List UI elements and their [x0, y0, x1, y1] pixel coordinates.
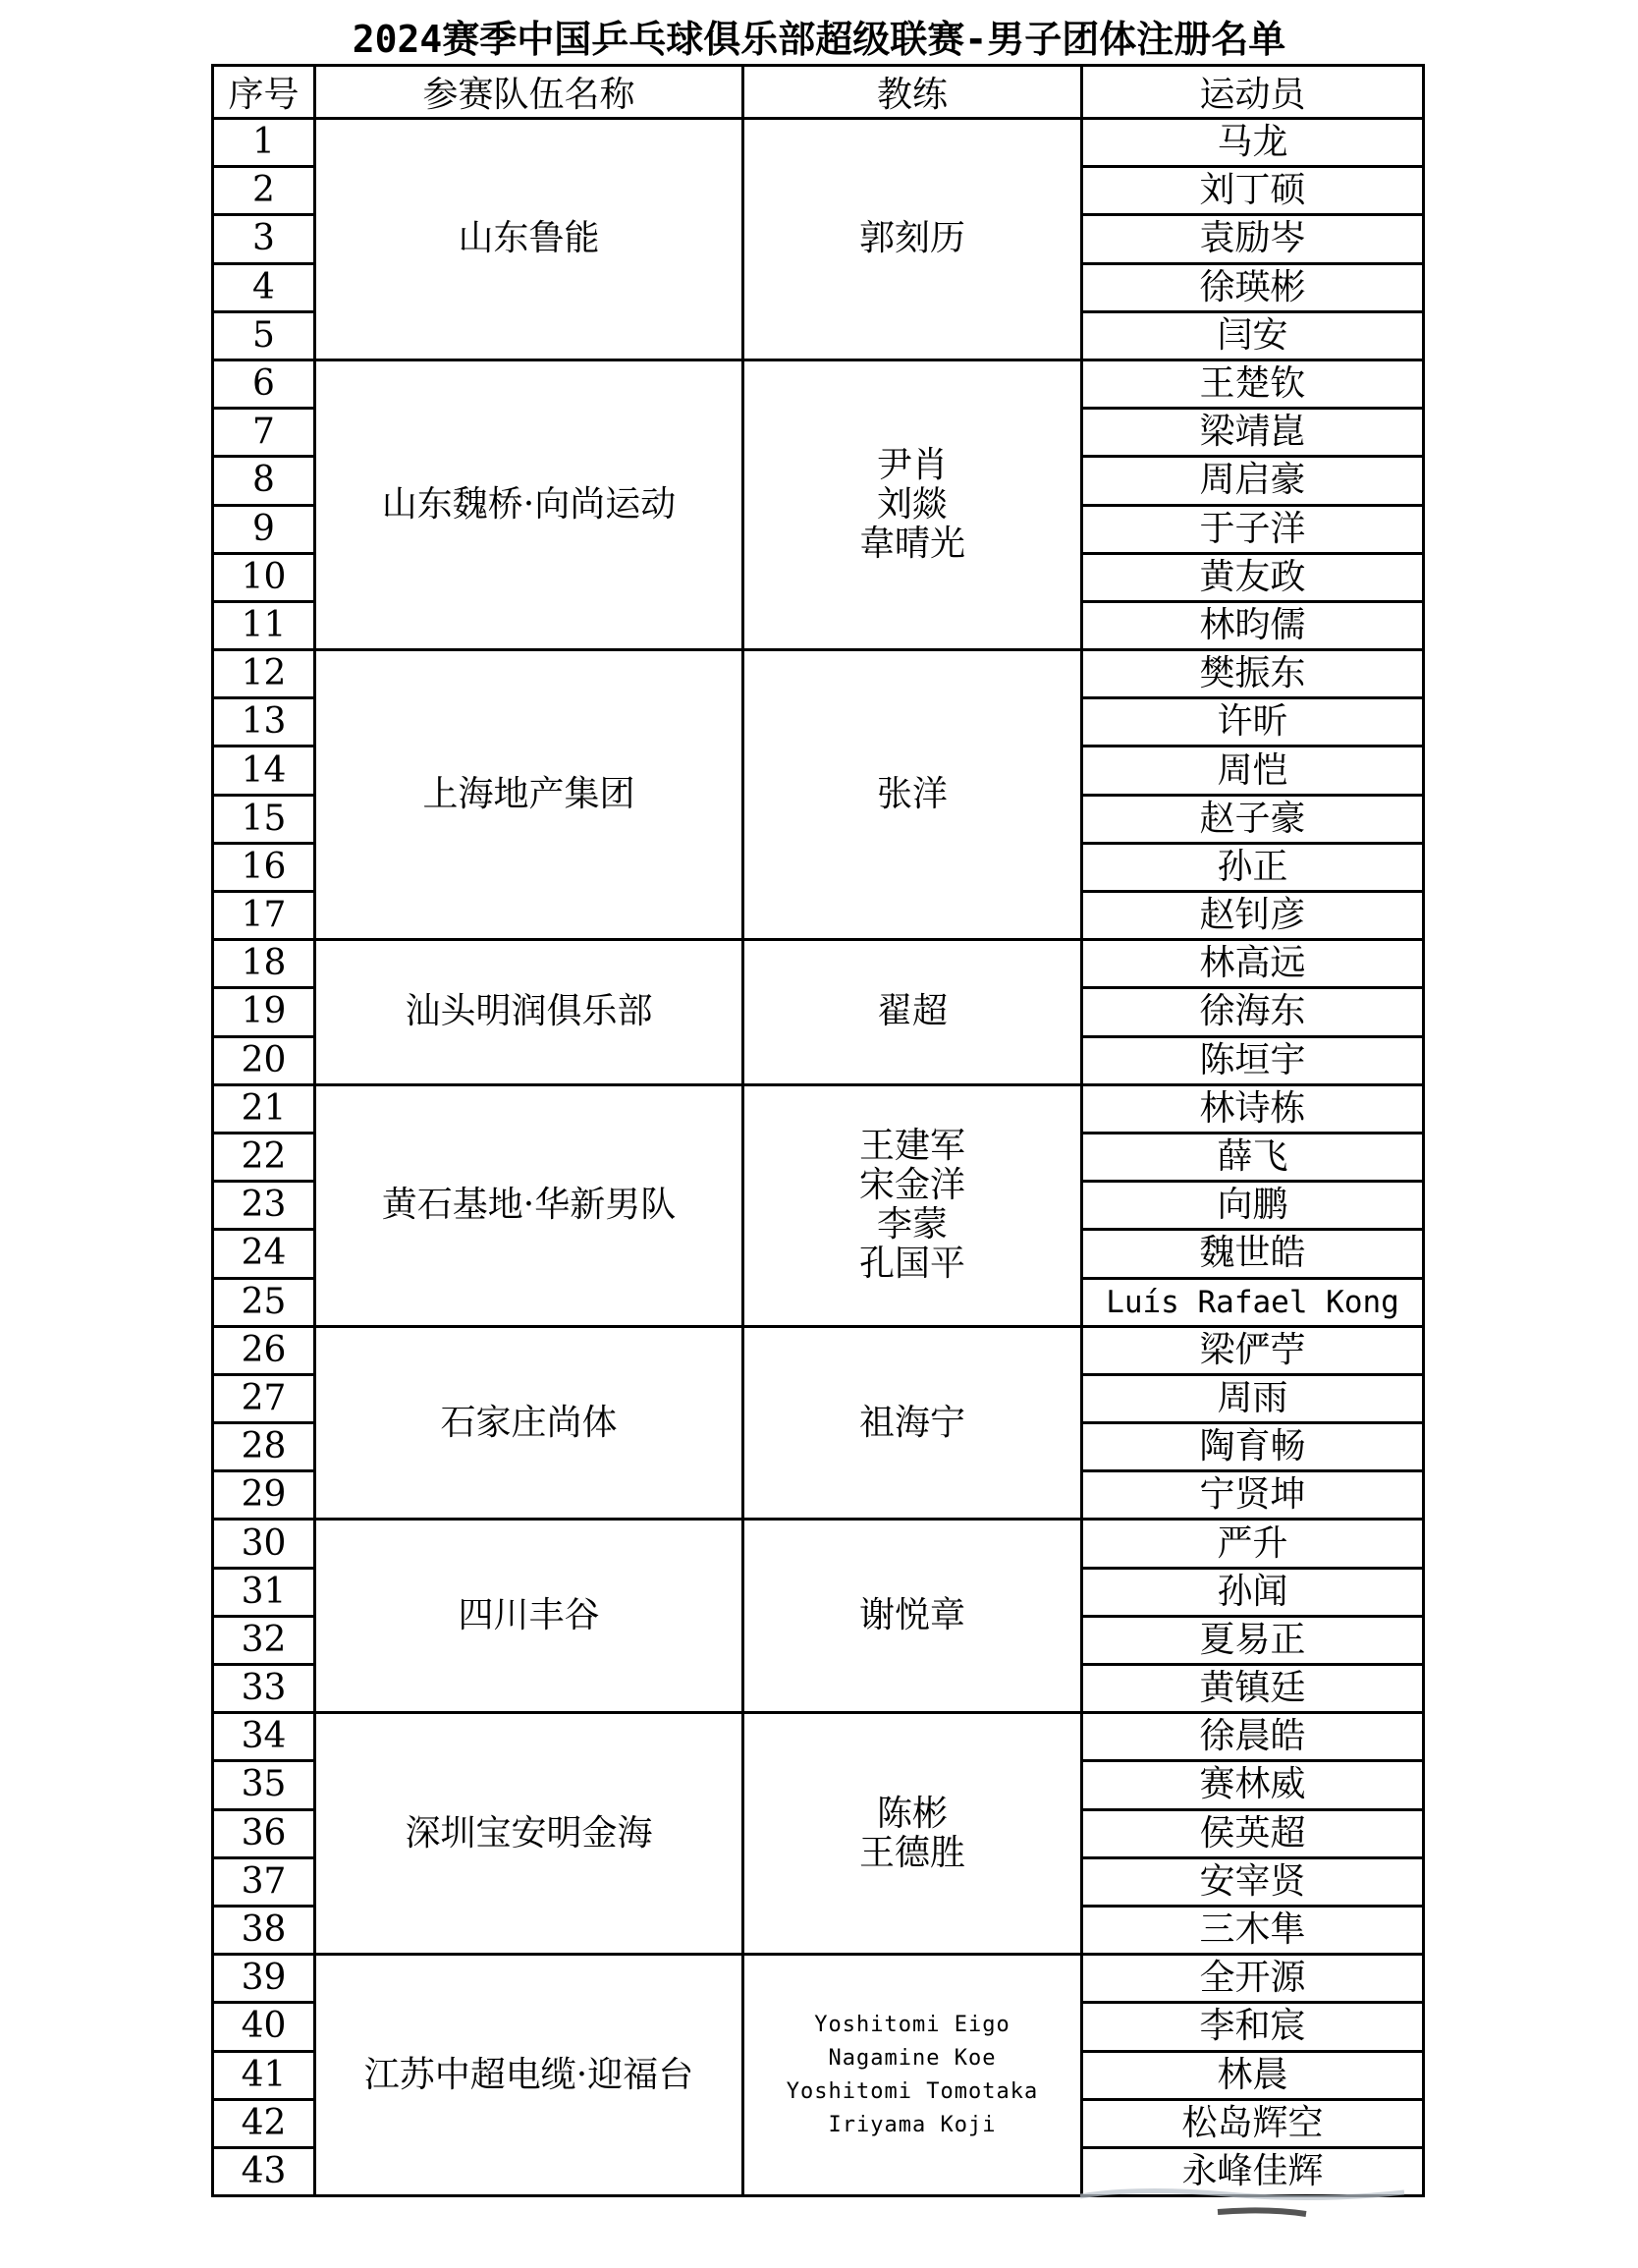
player-name: 于子洋: [1082, 505, 1424, 553]
row-number: 12: [213, 650, 315, 698]
player-name: 闫安: [1082, 311, 1424, 360]
row-number: 41: [213, 2051, 315, 2099]
row-number: 2: [213, 167, 315, 215]
header-no: 序号: [213, 66, 315, 119]
team-coaches: [743, 1955, 1082, 2196]
row-number: 8: [213, 457, 315, 505]
header-coach: 教练: [743, 66, 1082, 119]
player-name: 向鹏: [1082, 1182, 1424, 1230]
table-row: [213, 360, 1424, 408]
player-name: 赵子豪: [1082, 795, 1424, 843]
coach-name: 尹肖: [876, 445, 948, 485]
row-number: 29: [213, 1471, 315, 1520]
coach-name: Yoshitomi Eigo: [814, 2012, 1010, 2037]
table-row: [213, 1713, 1424, 1761]
coach-name: 张洋: [876, 774, 948, 815]
coach-name: 祖海宁: [858, 1402, 965, 1443]
player-name: 徐瑛彬: [1082, 263, 1424, 311]
coach-name: 王德胜: [858, 1832, 965, 1873]
player-name: 徐晨皓: [1082, 1713, 1424, 1761]
player-name: 松岛辉空: [1082, 2099, 1424, 2147]
player-name: 袁励岑: [1082, 215, 1424, 263]
player-name: 赵钊彦: [1082, 892, 1424, 940]
row-number: 27: [213, 1374, 315, 1422]
row-number: 26: [213, 1326, 315, 1374]
team-coaches: [743, 1084, 1082, 1326]
row-number: 14: [213, 747, 315, 795]
row-number: 16: [213, 843, 315, 891]
team-name: 石家庄尚体: [315, 1326, 743, 1520]
player-name: 刘丁硕: [1082, 167, 1424, 215]
row-number: 28: [213, 1423, 315, 1471]
coach-name: Yoshitomi Tomotaka: [786, 2078, 1039, 2104]
row-number: 10: [213, 553, 315, 601]
player-name: 梁俨苧: [1082, 1326, 1424, 1374]
player-name: 三木隼: [1082, 1906, 1424, 1954]
player-name: 樊振东: [1082, 650, 1424, 698]
team-name: 山东鲁能: [315, 119, 743, 360]
player-name: 侯英超: [1082, 1809, 1424, 1857]
team-coaches: [743, 1713, 1082, 1955]
registration-table: [211, 64, 1425, 2197]
row-number: 7: [213, 409, 315, 457]
table-row: [213, 1084, 1424, 1133]
player-name: 黄友政: [1082, 553, 1424, 601]
player-name: 全开源: [1082, 1955, 1424, 2003]
player-name: 魏世皓: [1082, 1230, 1424, 1278]
row-number: 21: [213, 1084, 315, 1133]
player-name: 周启豪: [1082, 457, 1424, 505]
row-number: 13: [213, 698, 315, 747]
row-number: 18: [213, 940, 315, 988]
player-name: 安宰贤: [1082, 1857, 1424, 1906]
coach-name: 翟超: [876, 991, 948, 1032]
row-number: 40: [213, 2003, 315, 2051]
team-name: 山东魏桥·向尚运动: [315, 360, 743, 649]
coach-name: 陈彬: [876, 1793, 948, 1834]
row-number: 38: [213, 1906, 315, 1954]
row-number: 39: [213, 1955, 315, 2003]
player-name: 孙正: [1082, 843, 1424, 891]
table-header-row: [213, 66, 1424, 119]
team-coaches: [743, 940, 1082, 1085]
player-name: 永峰佳辉: [1082, 2147, 1424, 2195]
row-number: 36: [213, 1809, 315, 1857]
table-row: [213, 1955, 1424, 2003]
row-number: 5: [213, 311, 315, 360]
table-row: [213, 119, 1424, 167]
table-body: [213, 119, 1424, 2196]
player-name: 夏易正: [1082, 1616, 1424, 1664]
team-coaches: [743, 1326, 1082, 1520]
player-name: 孙闻: [1082, 1568, 1424, 1616]
player-name: 宁贤坤: [1082, 1471, 1424, 1520]
row-number: 32: [213, 1616, 315, 1664]
table-row: [213, 940, 1424, 988]
player-name: 林高远: [1082, 940, 1424, 988]
row-number: 19: [213, 988, 315, 1036]
coach-name: 李蒙: [876, 1204, 948, 1245]
row-number: 43: [213, 2147, 315, 2195]
player-name: 徐海东: [1082, 988, 1424, 1036]
player-name: 许昕: [1082, 698, 1424, 747]
coach-name: 王建军: [858, 1126, 965, 1167]
player-name: 王楚钦: [1082, 360, 1424, 408]
row-number: 34: [213, 1713, 315, 1761]
player-name: 薛飞: [1082, 1133, 1424, 1181]
player-name: 林诗栋: [1082, 1084, 1424, 1133]
row-number: 1: [213, 119, 315, 167]
player-name: 陈垣宇: [1082, 1036, 1424, 1084]
table-row: [213, 1326, 1424, 1374]
team-name: 四川丰谷: [315, 1520, 743, 1713]
player-name: 周恺: [1082, 747, 1424, 795]
player-name: 陶育畅: [1082, 1423, 1424, 1471]
row-number: 9: [213, 505, 315, 553]
coach-name: 刘燚: [876, 484, 948, 525]
row-number: 35: [213, 1761, 315, 1809]
page-title: 2024赛季中国乒乓球俱乐部超级联赛-男子团体注册名单: [352, 18, 1286, 61]
player-name: 林晨: [1082, 2051, 1424, 2099]
coach-name: 孔国平: [858, 1244, 965, 1285]
coach-name: Iriyama Koji: [828, 2112, 997, 2137]
row-number: 42: [213, 2099, 315, 2147]
team-coaches: [743, 1520, 1082, 1713]
team-name: 汕头明润俱乐部: [315, 940, 743, 1085]
player-name: 周雨: [1082, 1374, 1424, 1422]
coach-name: 谢悦章: [858, 1595, 965, 1636]
row-number: 30: [213, 1520, 315, 1568]
table-row: [213, 650, 1424, 698]
coach-name: 韋晴光: [858, 524, 965, 564]
player-name: 李和宸: [1082, 2003, 1424, 2051]
row-number: 3: [213, 215, 315, 263]
team-name: 上海地产集团: [315, 650, 743, 940]
row-number: 33: [213, 1665, 315, 1713]
row-number: 11: [213, 601, 315, 649]
row-number: 4: [213, 263, 315, 311]
header-player: 运动员: [1082, 66, 1424, 119]
player-name: Luís Rafael Kong: [1082, 1278, 1424, 1326]
team-coaches: [743, 650, 1082, 940]
row-number: 15: [213, 795, 315, 843]
row-number: 22: [213, 1133, 315, 1181]
row-number: 24: [213, 1230, 315, 1278]
team-name: 深圳宝安明金海: [315, 1713, 743, 1955]
player-name: 马龙: [1082, 119, 1424, 167]
header-team: 参赛队伍名称: [315, 66, 743, 119]
coach-name: 宋金洋: [858, 1165, 965, 1206]
team-name: 黄石基地·华新男队: [315, 1084, 743, 1326]
coach-name: Nagamine Koe: [828, 2045, 997, 2071]
team-coaches: [743, 119, 1082, 360]
row-number: 31: [213, 1568, 315, 1616]
row-number: 37: [213, 1857, 315, 1906]
row-number: 20: [213, 1036, 315, 1084]
row-number: 25: [213, 1278, 315, 1326]
row-number: 17: [213, 892, 315, 940]
team-coaches: [743, 360, 1082, 649]
coach-name: 郭刻历: [858, 218, 965, 259]
player-name: 黄镇廷: [1082, 1665, 1424, 1713]
table-row: [213, 1520, 1424, 1568]
row-number: 6: [213, 360, 315, 408]
player-name: 赛林威: [1082, 1761, 1424, 1809]
player-name: 林昀儒: [1082, 601, 1424, 649]
player-name: 梁靖崑: [1082, 409, 1424, 457]
team-name: 江苏中超电缆·迎福台: [315, 1955, 743, 2196]
player-name: 严升: [1082, 1520, 1424, 1568]
row-number: 23: [213, 1182, 315, 1230]
